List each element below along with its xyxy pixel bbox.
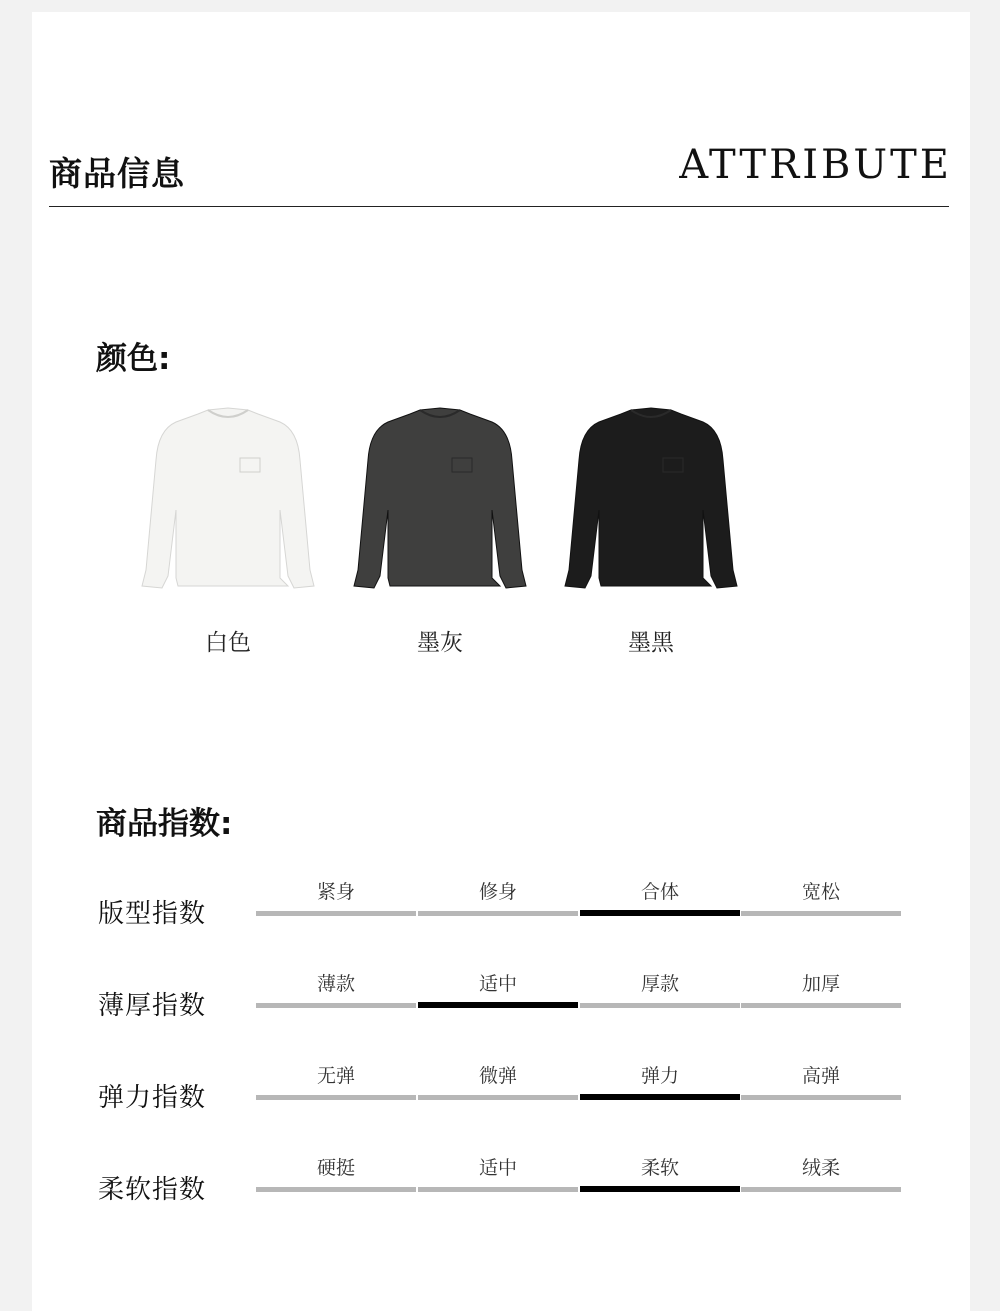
scale-segment: [741, 911, 901, 916]
scale-option-label: 无弹: [316, 1065, 355, 1087]
scale-segment-selected: [418, 1002, 578, 1008]
scale-segment-selected: [580, 1094, 740, 1100]
scale-option-label: 柔软: [640, 1157, 679, 1179]
colors-section-title: 颜色:: [96, 341, 171, 377]
scale-segment-selected: [580, 1186, 740, 1192]
scale-option-label: 宽松: [801, 881, 840, 903]
sweater-black-image: [561, 400, 741, 595]
scale-segment: [418, 1187, 578, 1192]
scale-segment: [256, 911, 416, 916]
scale-option-label: 适中: [478, 1157, 517, 1179]
color-swatch-white[interactable]: [138, 400, 318, 600]
scale-option-label: 弹力: [640, 1065, 679, 1087]
header-divider: [49, 206, 949, 207]
scale-segment: [580, 1003, 740, 1008]
scale-option-label: 修身: [478, 881, 517, 903]
scale-segment-selected: [580, 910, 740, 916]
color-label-white: 白色: [205, 630, 251, 656]
color-swatch-charcoal[interactable]: [350, 400, 530, 600]
scale-option-label: 紧身: [316, 881, 355, 903]
scale-option-label: 合体: [640, 881, 679, 903]
metric-label-softness: 柔软指数: [98, 1175, 207, 1205]
scale-segment: [256, 1095, 416, 1100]
scale-option-label: 厚款: [640, 973, 679, 995]
sweater-white-image: [138, 400, 318, 595]
scale-option-label: 高弹: [801, 1065, 840, 1087]
sweater-charcoal-image: [350, 400, 530, 595]
metric-label-elasticity: 弹力指数: [98, 1083, 207, 1113]
color-swatch-black[interactable]: [561, 400, 741, 600]
scale-segment: [741, 1187, 901, 1192]
index-section-title: 商品指数:: [96, 806, 233, 842]
scale-segment: [741, 1003, 901, 1008]
scale-option-label: 加厚: [801, 973, 840, 995]
scale-option-label: 适中: [478, 973, 517, 995]
color-label-black: 墨黑: [628, 630, 674, 656]
scale-option-label: 硬挺: [316, 1157, 355, 1179]
page-title: 商品信息: [49, 154, 185, 193]
scale-segment: [256, 1187, 416, 1192]
scale-segment: [418, 911, 578, 916]
scale-segment: [418, 1095, 578, 1100]
scale-option-label: 微弹: [478, 1065, 517, 1087]
metric-label-thickness: 薄厚指数: [98, 991, 207, 1021]
scale-option-label: 绒柔: [801, 1157, 840, 1179]
color-label-charcoal: 墨灰: [417, 630, 463, 656]
metric-label-fit: 版型指数: [98, 899, 207, 929]
scale-option-label: 薄款: [316, 973, 355, 995]
scale-segment: [741, 1095, 901, 1100]
scale-segment: [256, 1003, 416, 1008]
page-title-en: ATTRIBUTE: [679, 142, 952, 188]
